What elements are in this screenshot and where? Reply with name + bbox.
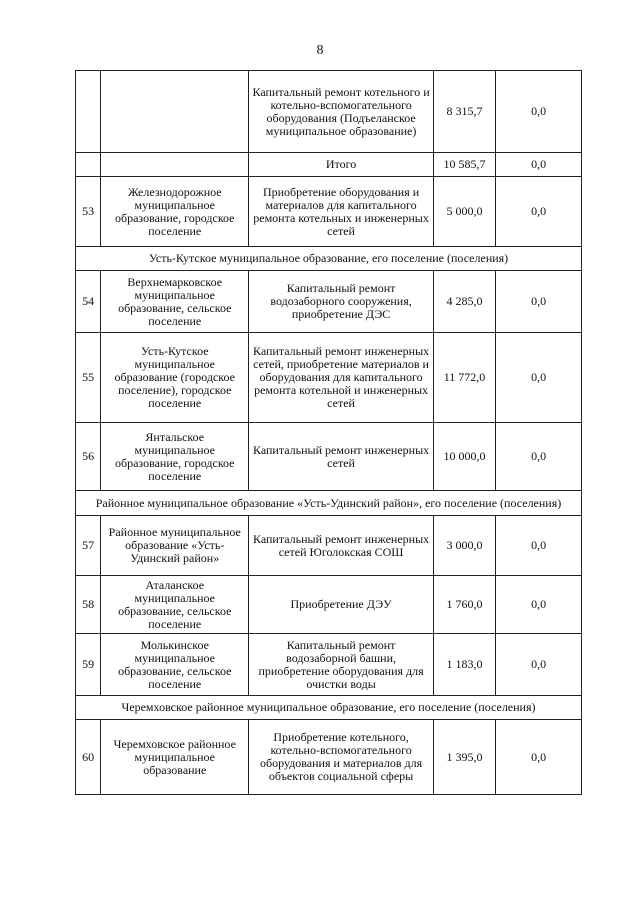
table-row [76, 720, 582, 795]
municipality-cell [101, 71, 249, 153]
municipality-cell: Черемховское районное муниципальное образование [101, 720, 249, 795]
purpose-cell: Капитальный ремонт водозаборной башни, приобретение оборудования для очистки воды [249, 634, 433, 696]
amount-cell: 3 000,0 [433, 516, 495, 576]
table-row [76, 634, 582, 696]
amount-cell: 1 183,0 [433, 634, 495, 696]
purpose-cell: Капитальный ремонт инженерных сетей, приобретение материалов и оборудования для капитального ремонта котельной и инженерных сетей [249, 333, 433, 423]
group-header-row [76, 696, 582, 720]
table-row [76, 576, 582, 634]
row-number-cell: 59 [76, 634, 101, 696]
municipality-cell [101, 153, 249, 177]
row-number-cell [76, 153, 101, 177]
municipality-cell: Аталанское муниципальное образование, сельское поселение [101, 576, 249, 634]
other-amount-cell: 0,0 [496, 177, 582, 247]
group-header-text: Черемховское районное муниципальное образование, его поселение (поселения) [76, 696, 582, 720]
row-number-cell: 55 [76, 333, 101, 423]
amount-cell: 11 772,0 [433, 333, 495, 423]
purpose-cell: Капитальный ремонт водозаборного сооружения, приобретение ДЭС [249, 271, 433, 333]
other-amount-cell: 0,0 [496, 71, 582, 153]
other-amount-cell: 0,0 [496, 720, 582, 795]
other-amount-cell: 0,0 [496, 423, 582, 491]
table-row [76, 271, 582, 333]
amount-cell: 4 285,0 [433, 271, 495, 333]
other-amount-cell: 0,0 [496, 271, 582, 333]
purpose-cell: Капитальный ремонт инженерных сетей Юголокская СОШ [249, 516, 433, 576]
subsidy-table [75, 70, 582, 795]
municipality-cell: Железнодорожное муниципальное образование, городское поселение [101, 177, 249, 247]
row-number-cell: 60 [76, 720, 101, 795]
municipality-cell: Усть-Кутское муниципальное образование (городское поселение), городское поселение [101, 333, 249, 423]
other-amount-cell: 0,0 [496, 333, 582, 423]
row-number-cell: 54 [76, 271, 101, 333]
table-row [76, 516, 582, 576]
purpose-cell: Капитальный ремонт котельного и котельно-вспомогательного оборудования (Подъеланское муниципальное образование) [249, 71, 433, 153]
other-amount-cell: 0,0 [496, 576, 582, 634]
purpose-cell: Приобретение оборудования и материалов для капитального ремонта котельных и инженерных сетей [249, 177, 433, 247]
purpose-cell: Капитальный ремонт инженерных сетей [249, 423, 433, 491]
amount-cell: 5 000,0 [433, 177, 495, 247]
group-header-text: Районное муниципальное образование «Усть-Удинский район», его поселение (поселения) [76, 491, 582, 516]
row-number-cell: 58 [76, 576, 101, 634]
municipality-cell: Янтальское муниципальное образование, городское поселение [101, 423, 249, 491]
other-amount-cell: 0,0 [496, 516, 582, 576]
amount-cell: 10 585,7 [433, 153, 495, 177]
municipality-cell: Молькинское муниципальное образование, сельское поселение [101, 634, 249, 696]
amount-cell: 10 000,0 [433, 423, 495, 491]
other-amount-cell: 0,0 [496, 634, 582, 696]
table-row [76, 333, 582, 423]
purpose-cell: Приобретение ДЭУ [249, 576, 433, 634]
group-header-text: Усть-Кутское муниципальное образование, его поселение (поселения) [76, 247, 582, 271]
row-number-cell: 53 [76, 177, 101, 247]
table-row [76, 153, 582, 177]
row-number-cell: 56 [76, 423, 101, 491]
amount-cell: 1 395,0 [433, 720, 495, 795]
purpose-cell: Приобретение котельного, котельно-вспомогательного оборудования и материалов для объектов социальной сферы [249, 720, 433, 795]
municipality-cell: Районное муниципальное образование «Усть-Удинский район» [101, 516, 249, 576]
amount-cell: 1 760,0 [433, 576, 495, 634]
table-row [76, 423, 582, 491]
table-row [76, 177, 582, 247]
row-number-cell: 57 [76, 516, 101, 576]
group-header-row [76, 247, 582, 271]
amount-cell: 8 315,7 [433, 71, 495, 153]
municipality-cell: Верхнемарковское муниципальное образование, сельское поселение [101, 271, 249, 333]
row-number-cell [76, 71, 101, 153]
page-number: 8 [316, 43, 324, 58]
group-header-row [76, 491, 582, 516]
other-amount-cell: 0,0 [496, 153, 582, 177]
table-row [76, 71, 582, 153]
purpose-cell: Итого [249, 153, 433, 177]
